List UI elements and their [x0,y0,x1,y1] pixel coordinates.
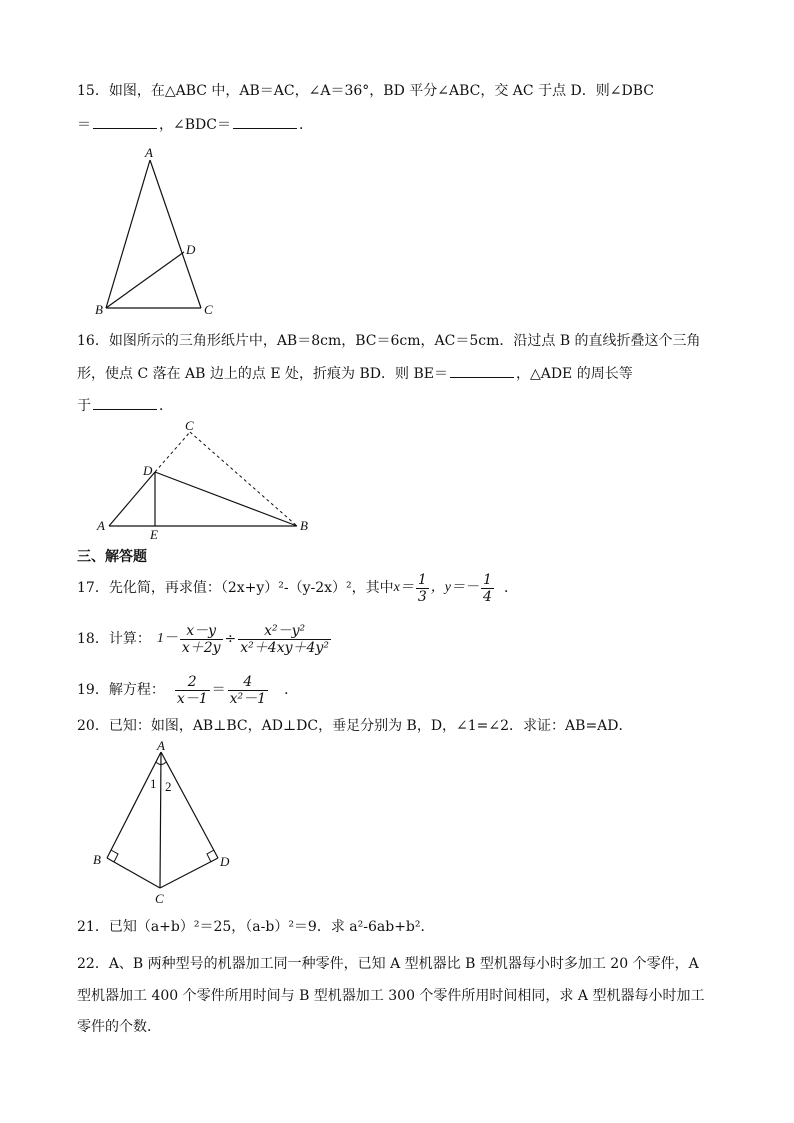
q19-prefix: 19．解方程： [77,682,165,698]
q20-side-dc [160,858,218,888]
section-heading: 三、解答题 [77,549,147,565]
q20-label-c: C [155,891,164,906]
q17-y-numerator: 1 [483,571,492,588]
q22-line1: 22．A、B 两种型号的机器加工同一种零件，已知 A 型机器比 B 型机器每小时多加工 20 个零件，A [77,956,699,972]
q19-line [77,671,298,709]
q19-end: ． [284,682,299,698]
q16-label-b: B [300,518,308,533]
q16-fold-bd [155,472,297,526]
q15-line2 [77,114,313,134]
q18-one-minus: 1－ [156,631,178,646]
q16-line3-end: ． [159,398,173,414]
q17-y-denominator: 4 [483,588,492,605]
q20-line: 20．已知：如图，AB⊥BC，AD⊥DC，垂足分别为 B，D，∠1=∠2．求证：AB=AD． [77,718,633,734]
q18-f2-numerator: x²－y² [238,623,331,640]
q20-label-two: 2 [165,779,172,794]
q16-label-d: D [143,463,153,478]
q16-dashed-dc [155,432,190,472]
q15-label-c: C [204,302,213,317]
q16-answer-blank-2[interactable] [93,395,157,410]
q18-line [77,620,333,658]
q20-label-one: 1 [150,776,157,791]
q17-prefix: 17．先化简，再求值：（2x+y）²-（y-2x）²，其中 [77,580,394,596]
q18-f2-denominator: x²＋4xy＋4y² [240,639,329,656]
q15-answer-blank-2[interactable] [233,114,297,129]
q17-x-label: x＝ [393,580,414,595]
q16-side-ad [109,472,155,526]
q15-line1: 15．如图，在△ABC 中，AB＝AC，∠A＝36°，BD 平分∠ABC，交 AC 于点 D．则∠DBC [77,83,654,99]
q16-line3-prefix: 于 [77,398,91,414]
q16-line2 [77,363,633,383]
q22-line2: 型机器加工 400 个零件所用时间与 B 型机器加工 300 个零件所用时间相同，求 A 型机器每小时加工 [77,988,705,1004]
q20-label-b: B [93,852,101,867]
q15-end: ． [298,117,313,133]
q17-x-denominator: 3 [417,588,427,605]
q19-fraction-2 [228,674,268,707]
q15-bisector-bd [106,252,184,308]
q18-fraction-2 [238,623,331,656]
q22-line3: 零件的个数． [77,1019,161,1035]
q15-label-b: B [95,302,103,317]
q16-line2-mid: ，△ADE 的周长等 [515,366,633,382]
q16-line2-prefix: 形，使点 C 落在 AB 边上的点 E 处，折痕为 BD．则 BE＝ [77,366,448,382]
q20-side-bc [107,858,160,888]
q16-label-e: E [150,527,158,542]
q15-mid: ，∠BDC＝ [159,117,231,133]
q19-f2-numerator: 4 [228,674,268,691]
q16-fold-figure [95,420,325,540]
q17-y-fraction [481,572,494,605]
q19-f2-denominator: x²－1 [229,690,267,707]
q19-equals: ＝ [211,682,226,698]
q18-divide: ÷ [224,631,237,647]
q17-x-fraction [416,572,429,605]
q17-x-numerator: 1 [417,571,427,588]
q15-triangle-figure [90,140,230,320]
q15-label-a: A [145,145,153,160]
q16-dashed-cb [190,432,297,526]
q18-f1-numerator: x－y [180,623,223,640]
q17-line [77,570,518,606]
q18-prefix: 18．计算： [77,631,151,647]
q19-fraction-1 [175,674,210,707]
q20-label-a: A [157,738,165,753]
q20-side-ad [161,752,218,858]
q16-line1: 16．如图所示的三角形纸片中，AB＝8cm，BC＝6cm，AC＝5cm．沿过点 B 的直线折叠这个三角 [77,333,701,349]
q21-line: 21．已知（a+b）²＝25，（a-b）²＝9．求 a²-6ab+b²． [77,919,435,935]
q15-side-ac [150,160,201,308]
q20-kite-figure [90,740,240,910]
q19-f1-numerator: 2 [175,674,210,691]
q17-y-label: ，y＝－ [430,580,480,595]
q17-end: ． [503,580,518,596]
q18-fraction-1 [180,623,223,656]
q15-answer-blank-1[interactable] [93,114,157,129]
q15-label-d: D [186,242,196,257]
q20-side-ab [107,752,161,858]
q16-label-a: A [97,518,105,533]
q16-label-c: C [185,418,194,433]
q20-label-d: D [220,854,230,869]
q18-f1-denominator: x＋2y [181,639,221,656]
q19-f1-denominator: x－1 [176,690,208,707]
q20-diagonal-ac [160,752,161,888]
q16-line3 [77,395,173,415]
q15-eq: ＝ [77,117,91,133]
q16-answer-blank-1[interactable] [450,363,514,378]
q15-side-ab [106,160,150,308]
